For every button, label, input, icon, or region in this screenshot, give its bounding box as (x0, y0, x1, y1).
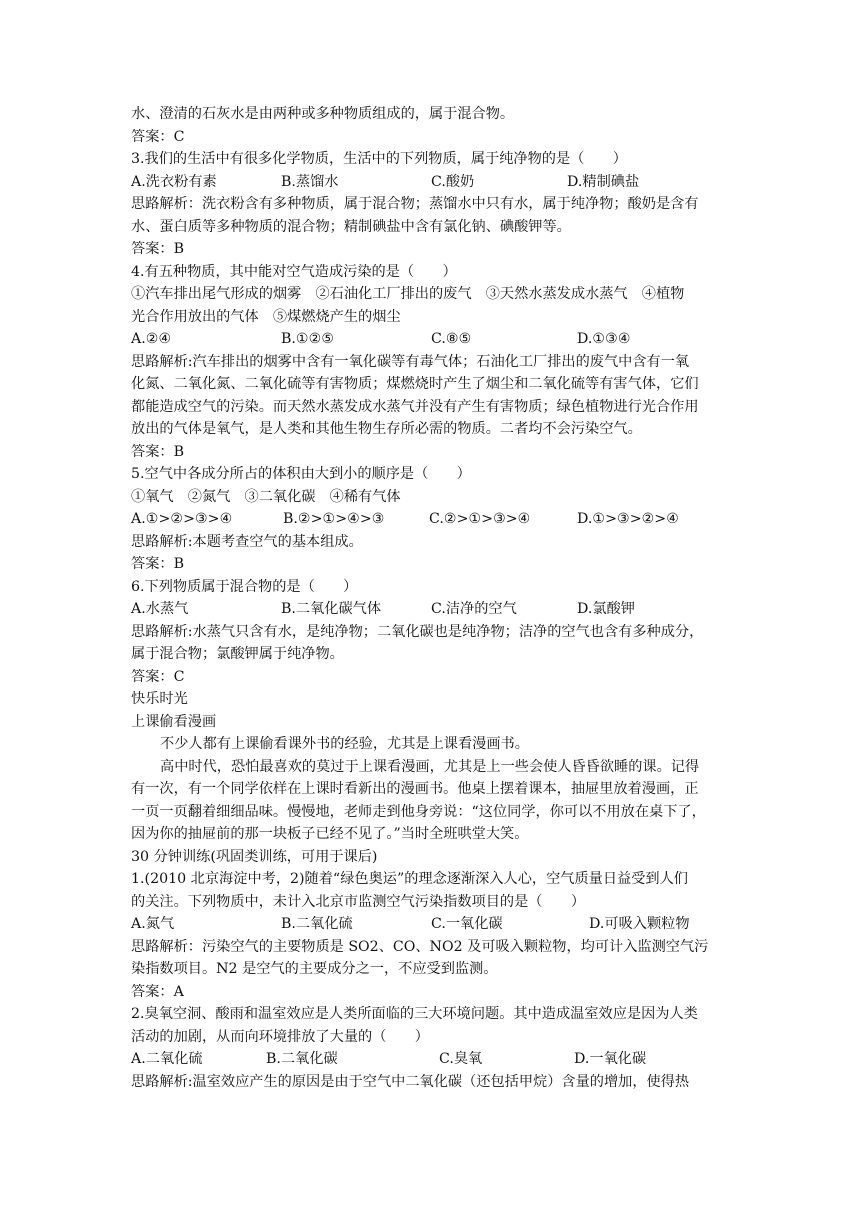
question-3: 3.我们的生活中有很多化学物质，生活中的下列物质，属于纯净物的是（ ） (131, 151, 627, 167)
analysis-line: 思路解析:水蒸气只含有水，是纯净物；二氧化碳也是纯净物；洁净的空气也含有多种成分， (131, 623, 704, 640)
question-5: 5.空气中各成分所占的体积由大到小的顺序是（ ） (131, 466, 471, 482)
analysis-line: 染指数项目。N2 是空气的主要成分之一，不应受到监测。 (131, 961, 498, 977)
answer-line: 答案：C (131, 128, 185, 145)
question-4-items: ①汽车排出尾气形成的烟雾 ②石油化工厂排出的废气 ③天然水蒸发成水蒸气 ④植物 (131, 286, 685, 302)
analysis-line: 水、蛋白质等多种物质的混合物；精制碘盐中含有氯化钠、碘酸钾等。 (131, 218, 571, 235)
story-paragraph: 有一次，有一个同学依样在上课时看新出的漫画书。他桌上摆着课本，抽屉里放着漫画，正 (131, 781, 699, 797)
option-d: D.氯酸钾 (577, 601, 635, 617)
analysis-line: 都能造成空气的污染。而天然水蒸发成水蒸气并没有产生有害物质；绿色植物进行光合作用 (131, 398, 699, 415)
answer-line: 答案：B (131, 556, 184, 572)
option-a: A.水蒸气 (131, 601, 189, 617)
exercise-2: 活动的加剧，从而向环境排放了大量的（ ） (131, 1028, 429, 1045)
story-paragraph: 高中时代，恐怕最喜欢的莫过于上课看漫画，尤其是上一些会使人昏昏欲睡的课。记得 (160, 758, 700, 775)
option-b: B.二氧化硫 (281, 916, 353, 932)
option-c: C.一氧化碳 (431, 916, 503, 932)
option-c: C.洁净的空气 (431, 601, 517, 617)
exercise-1: 1.(2010 北京海淀中考，2)随着“绿色奥运”的理念逐渐深入人心，空气质量日益受到人们 (131, 871, 688, 887)
answer-line: 答案：A (131, 983, 184, 1000)
question-4-items: 光合作用放出的气体 ⑤煤燃烧产生的烟尘 (131, 308, 401, 325)
option-d: D.精制碘盐 (567, 173, 640, 190)
option-d: D.可吸入颗粒物 (589, 916, 690, 932)
document-page (131, 103, 731, 1093)
exercise-1: 的关注。下列物质中，未计入北京市监测空气污染指数项目的是（ ） (131, 893, 586, 910)
analysis-line: 思路解析:温室效应产生的原因是由于空气中二氧化碳（还包括甲烷）含量的增加，使得热 (131, 1073, 690, 1090)
option-a: A.洗衣粉有素 (131, 173, 217, 190)
story-title: 上课偷看漫画 (131, 713, 217, 730)
option-a: A.②④ (131, 331, 172, 347)
analysis-line: 思路解析：洗衣粉含有多种物质，属于混合物；蒸馏水中只有水，属于纯净物；酸奶是含有 (131, 196, 699, 212)
analysis-line: 化氮、二氧化氮、二氧化硫等有害物质；煤燃烧时产生了烟尘和二氧化硫等有害气体，它们 (131, 376, 699, 392)
answer-line: 答案：B (131, 443, 184, 460)
option-c: C.酸奶 (431, 173, 475, 190)
question-6-options (131, 598, 731, 621)
exercise-2: 2.臭氧空洞、酸雨和温室效应是人类所面临的三大环境问题。其中造成温室效应是因为人类 (131, 1006, 698, 1022)
option-a: A.二氧化硫 (131, 1051, 203, 1067)
section-heading: 30 分钟训练(巩固类训练，可用于课后) (131, 848, 378, 865)
question-4: 4.有五种物质，其中能对空气造成污染的是（ ） (131, 263, 457, 280)
option-a: A.氮气 (131, 916, 175, 932)
option-d: D.①>③>②>④ (577, 511, 679, 527)
question-6: 6.下列物质属于混合物的是（ ） (131, 578, 358, 595)
story-paragraph: 一页一页翻着细细品味。慢慢地，老师走到他身旁说：“这位同学，你可以不用放在桌下了， (131, 803, 706, 820)
option-b: B.蒸馏水 (281, 173, 339, 190)
analysis-line: 思路解析：污染空气的主要物质是 SO2、CO、NO2 及可吸入颗粒物，均可计入监测空气污 (131, 938, 709, 955)
option-b: B.二氧化碳气体 (281, 601, 382, 617)
analysis-line: 思路解析:本题考查空气的基本组成。 (131, 533, 363, 550)
option-a: A.①>②>③>④ (131, 511, 233, 527)
question-3-options (131, 171, 731, 194)
option-c: C.⑧⑤ (431, 331, 472, 347)
section-title: 快乐时光 (131, 691, 188, 707)
question-4-options (131, 328, 731, 351)
question-5-options (131, 508, 731, 531)
question-5-items: ①氧气 ②氮气 ③二氧化碳 ④稀有气体 (131, 488, 401, 505)
answer-line: 答案：B (131, 241, 184, 257)
exercise-2-options (131, 1048, 731, 1071)
option-b: B.①②⑤ (281, 331, 335, 347)
option-c: C.②>①>③>④ (429, 511, 531, 527)
analysis-line: 属于混合物；氯酸钾属于纯净物。 (131, 646, 344, 662)
story-paragraph: 不少人都有上课偷看课外书的经验，尤其是上课看漫画书。 (160, 736, 529, 752)
exercise-1-options (131, 913, 731, 936)
answer-line: 答案：C (131, 668, 185, 685)
option-d: D.一氧化碳 (574, 1051, 647, 1067)
text-line: 水、澄清的石灰水是由两种或多种物质组成的，属于混合物。 (131, 106, 515, 122)
option-c: C.臭氧 (439, 1051, 483, 1067)
analysis-line: 思路解析:汽车排出的烟雾中含有一氧化碳等有毒气体；石油化工厂排出的废气中含有一氧 (131, 353, 690, 370)
option-d: D.①③④ (577, 331, 631, 347)
analysis-line: 放出的气体是氧气，是人类和其他生物生存所必需的物质。二者均不会污染空气。 (131, 421, 642, 437)
story-paragraph: 因为你的抽屉前的那一块板子已经不见了。”当时全班哄堂大笑。 (131, 826, 529, 842)
option-b: B.二氧化碳 (266, 1051, 338, 1067)
option-b: B.②>①>④>③ (283, 511, 385, 527)
